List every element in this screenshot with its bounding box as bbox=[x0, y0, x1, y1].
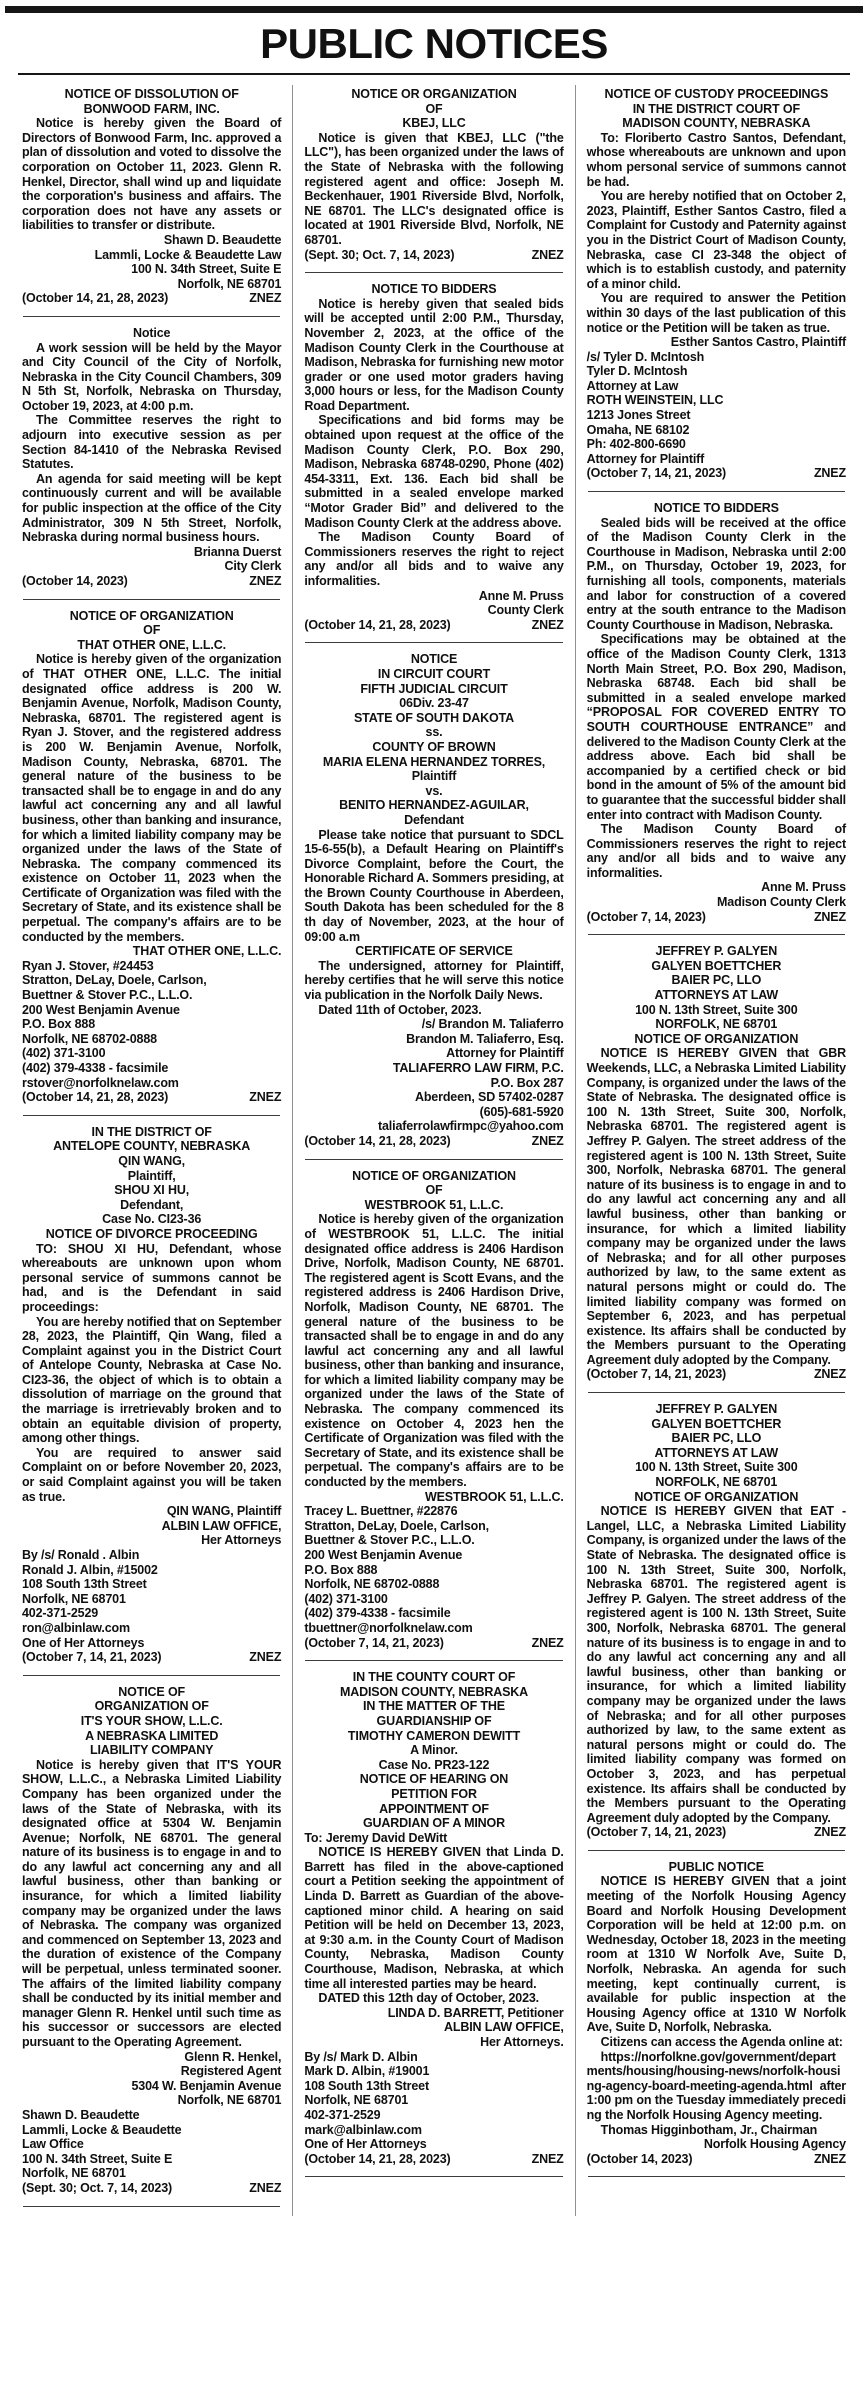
signature-line-right: Esther Santos Castro, Plaintiff bbox=[670, 335, 846, 350]
signature-line-right: Attorney for Plaintiff bbox=[446, 1046, 564, 1061]
signature-line-left: P.O. Box 888 bbox=[304, 1562, 378, 1577]
notice-paragraph: https://norfolkne.gov/government/departments/housing/housing-news/norfolk-housing-agency-board-meeting-agenda.html after 1:00 pm on the Tuesday immediately preceding the Norfolk Housing Agency meeting. bbox=[586, 2049, 846, 2122]
publication-dates: (October 14, 21, 28, 2023) bbox=[304, 1133, 451, 1148]
notice-heading-line: A NEBRASKA LIMITED bbox=[85, 1728, 219, 1743]
notice-heading-line: PETITION FOR bbox=[391, 1786, 477, 1801]
notice-paragraph: DATED this 12th day of October, 2023. bbox=[318, 1991, 539, 2006]
notice-heading-line: GUARDIAN OF A MINOR bbox=[362, 1816, 506, 1831]
signature-line-left: Shawn D. Beaudette bbox=[22, 2107, 140, 2122]
notice-heading-line: NORFOLK, NE 68701 bbox=[655, 1017, 778, 1032]
znez-tag: ZNEZ bbox=[813, 466, 846, 481]
znez-tag: ZNEZ bbox=[249, 2180, 282, 2195]
notice-heading-line: Notice bbox=[133, 325, 171, 340]
notice-paragraph: The Madison County Board of Commissioners reserves the right to reject any and/or all bids and to waive any informalities. bbox=[304, 530, 564, 588]
signature-line-left: 108 South 13th Street bbox=[304, 2078, 429, 2093]
signature-line-left: (402) 379-4338 - facsimile bbox=[304, 1606, 451, 1621]
notice-separator bbox=[23, 2206, 280, 2207]
notice-heading-line: BAIER PC, LLO bbox=[671, 1431, 762, 1446]
publication-footer bbox=[587, 1825, 846, 1840]
signature-line-left: Ph: 402-800-6690 bbox=[586, 437, 686, 452]
notice-paragraph: Citizens can access the Agenda online at: bbox=[600, 2035, 843, 2049]
publication-dates: (October 14, 21, 28, 2023) bbox=[22, 1090, 169, 1105]
signature-line-right: LINDA D. BARRETT, Petitioner bbox=[387, 2005, 564, 2020]
notice-heading-line: OF bbox=[425, 101, 443, 116]
notice-heading-line: vs. bbox=[425, 783, 443, 798]
notice-separator bbox=[23, 1115, 280, 1116]
notice-paragraph: The undersigned, attorney for Plaintiff, hereby certifies that he will serve this notice via publication in the Norfolk Daily News. bbox=[304, 958, 564, 1003]
notice-separator bbox=[305, 1159, 562, 1160]
znez-tag: ZNEZ bbox=[249, 291, 282, 306]
notice-separator bbox=[23, 316, 280, 317]
publication-footer bbox=[587, 910, 846, 925]
signature-line-right: Aberdeen, SD 57402-0287 bbox=[414, 1090, 564, 1105]
notice-separator bbox=[588, 1850, 845, 1851]
notice-heading-line: ANTELOPE COUNTY, NEBRASKA bbox=[53, 1139, 251, 1154]
signature-line-left: 402-371-2529 bbox=[304, 2107, 381, 2122]
znez-tag: ZNEZ bbox=[813, 1367, 846, 1382]
publication-footer bbox=[304, 1636, 563, 1651]
signature-line-left: (402) 371-3100 bbox=[304, 1591, 388, 1606]
signature-line-right: Her Attorneys. bbox=[480, 2035, 564, 2049]
notice-paragraph: Thomas Higginbotham, Jr., Chairman bbox=[600, 2122, 818, 2137]
public-notice bbox=[22, 87, 281, 306]
signature-line-left: tbuettner@norfolknelaw.com bbox=[304, 1620, 473, 1635]
signature-line-right: City Clerk bbox=[224, 559, 282, 574]
signature-line-left: ron@albinlaw.com bbox=[22, 1620, 130, 1635]
signature-line-left: (402) 371-3100 bbox=[22, 1046, 106, 1061]
signature-line-right: /s/ Brandon M. Taliaferro bbox=[421, 1017, 564, 1032]
signature-line-right: TALIAFERRO LAW FIRM, P.C. bbox=[392, 1061, 564, 1075]
signature-line-left: Buettner & Stover P.C., L.L.O. bbox=[22, 988, 193, 1003]
public-notice bbox=[22, 1125, 281, 1665]
publication-dates: (Sept. 30; Oct. 7, 14, 2023) bbox=[22, 2180, 173, 2195]
publication-dates: (October 14, 2023) bbox=[22, 574, 128, 588]
signature-line-right: Norfolk, NE 68701 bbox=[177, 2093, 282, 2108]
notice-paragraph: Notice is hereby given that sealed bids will be accepted until 2:00 P.M., Thursday, November 2, 2023, at the office of the Madison County Clerk in the Courthouse at Madison, Nebraska for furnishing new motor grader or one used motor graders having 3,000 hours or less, for the Madison County Road Department. bbox=[304, 296, 564, 413]
notice-heading-line: ATTORNEYS AT LAW bbox=[654, 1445, 779, 1460]
notice-paragraph: You are hereby notified that on September 28, 2023, the Plaintiff, Qin Wang, filed a Complaint against you in the District Court of Antelope County, Nebraska at Case No. CI23-36, the object of which is to obtain a dissolution of marriage on the ground that the marriage is irretrievably broken and to obtain an equitable division of property, among other things. bbox=[22, 1314, 282, 1446]
public-notice bbox=[587, 501, 846, 924]
signature-line-left: mark@albinlaw.com bbox=[304, 2122, 422, 2137]
public-notice bbox=[22, 326, 281, 589]
signature-line-right: P.O. Box 287 bbox=[490, 1075, 564, 1090]
publication-footer bbox=[22, 2181, 281, 2196]
publication-dates: (October 7, 14, 21, 2023) bbox=[586, 1367, 727, 1382]
notice-heading-line: NOTICE OF ORGANIZATION bbox=[634, 1031, 799, 1046]
notice-paragraph: NOTICE IS HEREBY GIVEN that Linda D. Barrett has filed in the above-captioned court a Petition seeking the appointment of Linda D. Barrett as Guardian of the above-captioned minor child. A hearing on said Petition will be held on December 13, 2023, at 9:30 a.m. in the County Court of Madison County, Nebraska, Madison County Courthouse, Madison, Nebraska, at which time all interested parties may be heard. bbox=[304, 1845, 564, 1991]
public-notice bbox=[587, 87, 846, 481]
signature-line-right: Brandon M. Taliaferro, Esq. bbox=[406, 1031, 564, 1046]
notice-heading-line: TIMOTHY CAMERON DEWITT bbox=[347, 1728, 521, 1743]
signature-line-left: Norfolk, NE 68702-0888 bbox=[22, 1031, 157, 1046]
publication-dates: (October 7, 14, 21, 2023) bbox=[586, 1825, 727, 1840]
notice-paragraph: The Madison County Board of Commissioners reserves the right to reject any and/or all bids and to waive any informalities. bbox=[586, 822, 846, 880]
notice-heading-line: IN THE COUNTY COURT OF bbox=[352, 1670, 516, 1685]
public-notice bbox=[304, 652, 563, 1148]
notice-column-2 bbox=[292, 85, 574, 2216]
notice-column-1 bbox=[20, 85, 292, 2216]
notice-heading-line: NOTICE OF CUSTODY PROCEEDINGS bbox=[604, 87, 829, 101]
notice-heading-line: BONWOOD FARM, INC. bbox=[83, 101, 220, 116]
znez-tag: ZNEZ bbox=[531, 617, 564, 632]
notice-heading-line: Defendant bbox=[404, 812, 464, 827]
public-notice bbox=[587, 1402, 846, 1840]
notice-heading-line: Case No. PR23-122 bbox=[378, 1757, 490, 1772]
notice-heading-line: JEFFREY P. GALYEN bbox=[655, 944, 778, 959]
notice-heading-line: WESTBROOK 51, L.L.C. bbox=[364, 1197, 504, 1212]
signature-line-right: Madison County Clerk bbox=[717, 895, 846, 910]
notice-heading-line: NOTICE TO BIDDERS bbox=[653, 501, 779, 516]
signature-line-left: Tracey L. Buettner, #22876 bbox=[304, 1504, 458, 1519]
publication-footer bbox=[304, 2152, 563, 2167]
notice-heading-line: GALYEN BOETTCHER bbox=[651, 1416, 782, 1431]
notice-heading-line: Case No. CI23-36 bbox=[102, 1212, 202, 1227]
signature-line-right: County Clerk bbox=[487, 603, 564, 618]
notice-heading-line: OF bbox=[143, 623, 161, 638]
notice-separator bbox=[588, 491, 845, 492]
publication-dates: (October 7, 14, 21, 2023) bbox=[586, 466, 727, 481]
notice-paragraph: TO: SHOU XI HU, Defendant, whose whereabouts are unknown upon whom personal service of summons cannot be had, and is the Defendant in said proceedings: bbox=[22, 1241, 282, 1314]
signature-line-left: Norfolk, NE 68701 bbox=[304, 2093, 409, 2108]
public-notice bbox=[22, 1685, 281, 2196]
notice-heading-line: NOTICE OF HEARING ON bbox=[359, 1772, 509, 1787]
notice-heading-line: STATE OF SOUTH DAKOTA bbox=[353, 710, 515, 725]
publication-footer bbox=[587, 2152, 846, 2167]
signature-line-left: 1213 Jones Street bbox=[586, 408, 691, 423]
public-notice bbox=[304, 87, 563, 262]
publication-footer bbox=[587, 1367, 846, 1382]
signature-line-right: ALBIN LAW OFFICE, bbox=[161, 1518, 282, 1533]
znez-tag: ZNEZ bbox=[249, 574, 282, 588]
signature-line-left: By /s/ Ronald . Albin bbox=[22, 1548, 140, 1562]
notice-heading-line: COUNTY OF BROWN bbox=[372, 739, 496, 754]
notice-heading-line: JEFFREY P. GALYEN bbox=[655, 1402, 778, 1417]
signature-line-right: ALBIN LAW OFFICE, bbox=[443, 2020, 564, 2035]
signature-line-left: Stratton, DeLay, Doele, Carlson, bbox=[304, 1518, 489, 1533]
notice-heading-line: LIABILITY COMPANY bbox=[89, 1743, 214, 1758]
notice-heading-line: APPOINTMENT OF bbox=[379, 1801, 489, 1816]
notice-separator bbox=[305, 2176, 562, 2177]
notice-heading-line: NOTICE OF ORGANIZATION bbox=[69, 608, 234, 623]
notice-heading-line: SHOU XI HU, bbox=[114, 1183, 190, 1198]
signature-line-left: One of Her Attorneys bbox=[304, 2137, 427, 2152]
signature-line-left: One of Her Attorneys bbox=[22, 1635, 145, 1650]
signature-line-right: Norfolk Housing Agency bbox=[703, 2137, 846, 2152]
signature-line-left: Mark D. Albin, #19001 bbox=[304, 2064, 430, 2079]
signature-line-left: P.O. Box 888 bbox=[22, 1017, 96, 1032]
notice-heading-line: GALYEN BOETTCHER bbox=[651, 958, 782, 973]
signature-line-left: By /s/ Mark D. Albin bbox=[304, 2049, 418, 2064]
signature-line-right: (605)-681-5920 bbox=[479, 1104, 564, 1119]
znez-tag: ZNEZ bbox=[531, 1133, 564, 1148]
signature-line-left: 402-371-2529 bbox=[22, 1606, 99, 1621]
notice-heading-line: IN THE MATTER OF THE bbox=[363, 1699, 505, 1714]
notice-heading-line: ATTORNEYS AT LAW bbox=[654, 988, 779, 1003]
publication-dates: (Sept. 30; Oct. 7, 14, 2023) bbox=[304, 247, 455, 262]
publication-dates: (October 7, 14, 21, 2023) bbox=[304, 1635, 444, 1650]
notice-heading-line: GUARDIANSHIP OF bbox=[376, 1713, 492, 1728]
publication-dates: (October 7, 14, 2023) bbox=[586, 909, 706, 924]
znez-tag: ZNEZ bbox=[813, 2151, 846, 2166]
notice-separator bbox=[588, 2176, 845, 2177]
notice-paragraph: You are required to answer said Complaint on or before November 20, 2023, or said Complaint against you will be taken as true. bbox=[22, 1445, 282, 1504]
notice-separator bbox=[23, 599, 280, 600]
notice-columns bbox=[0, 75, 868, 2226]
notice-paragraph: NOTICE IS HEREBY GIVEN that EAT - Langel, LLC, a Nebraska Limited Liability Company, is organized under the laws of the State of Nebraska. The designated office is 100 N. 13th Street, Suite 300, Norfolk, Nebraska 68701. The registered agent is Jeffrey P. Galyen. The street address of the registered agent is 100 N. 13th Street, Suite 300, Norfolk, Nebraska 68701. The general nature of its business is to engage in and to do any lawful act concerning any and all lawful business, other than banking or insurance, for which a limited liability company may be organized under the laws of Nebraska; and for all other purposes authorized by law, to the same extent as natural persons might or could do. The limited liability company was formed on October 3, 2023, and has perpetual existence. Its affairs shall be conducted by the Members pursuant to the Operating Agreement duly adopted by the Company. bbox=[586, 1504, 846, 1825]
publication-footer bbox=[22, 291, 281, 306]
notice-heading-line: QIN WANG, bbox=[118, 1153, 186, 1168]
signature-line-right: Anne M. Pruss bbox=[478, 588, 564, 603]
notice-heading-line: 06Div. 23-47 bbox=[399, 696, 469, 711]
signature-line-left: Ryan J. Stover, #24453 bbox=[22, 958, 154, 973]
notice-heading-line: NORFOLK, NE 68701 bbox=[655, 1475, 778, 1490]
notice-heading-line: IN CIRCUIT COURT bbox=[377, 666, 491, 681]
notice-heading-line: IT'S YOUR SHOW, L.L.C. bbox=[80, 1713, 223, 1728]
signature-line-left: Norfolk, NE 68701 bbox=[22, 2166, 126, 2181]
signature-line-right: Norfolk, NE 68701 bbox=[177, 276, 282, 291]
publication-footer bbox=[304, 1134, 563, 1149]
signature-line-right: 5304 W. Benjamin Avenue bbox=[131, 2078, 282, 2093]
signature-line-left: Buettner & Stover P.C., L.L.O. bbox=[304, 1533, 475, 1548]
notice-heading-line: IN THE DISTRICT OF bbox=[91, 1124, 212, 1139]
notice-paragraph: The Committee reserves the right to adjourn into executive session as per Section 84-1410 of the Nebraska Revised Statutes. bbox=[22, 413, 282, 472]
znez-tag: ZNEZ bbox=[813, 1825, 846, 1840]
signature-line-left: rstover@norfolknelaw.com bbox=[22, 1075, 179, 1090]
signature-line-left: Law Office bbox=[22, 2137, 84, 2152]
notice-heading-line: ORGANIZATION OF bbox=[94, 1699, 209, 1714]
signature-line-right: Anne M. Pruss bbox=[761, 880, 846, 895]
signature-line-right: QIN WANG, Plaintiff bbox=[166, 1504, 282, 1519]
notice-heading-line: MADISON COUNTY, NEBRASKA bbox=[339, 1684, 529, 1699]
notice-paragraph: Please take notice that pursuant to SDCL 15-6-55(b), a Default Hearing on Plaintiff's Divorce Complaint, before the Court, the Honorable Richard A. Sommers presiding, at the Brown County Courthouse in Aberdeen, South Dakota has been scheduled for the 8 th day of November, 2023, at the hour of 09:00 a.m bbox=[304, 827, 564, 944]
publication-dates: (October 14, 21, 28, 2023) bbox=[304, 617, 451, 632]
signature-line-right: 100 N. 34th Street, Suite E bbox=[131, 262, 282, 277]
signature-line-right: Her Attorneys bbox=[201, 1533, 282, 1548]
signature-line-left: 108 South 13th Street bbox=[22, 1577, 147, 1592]
publication-footer bbox=[22, 1090, 281, 1105]
signature-line-left: To: Jeremy David DeWitt bbox=[304, 1830, 448, 1845]
notice-paragraph: Notice is hereby given of the organization of WESTBROOK 51, L.L.C. The initial designated office address is 2406 Hardison Drive, Norfolk, Madison County, NE 68701. The registered agent is Scott Evans, and the registered address is 2406 Hardison Drive, Norfolk, Madison County, NE 68701. The general nature of the business to be transacted shall be to engage in and do any lawful act concerning any and all lawful business, other than banking and insurance, for which a limited liability company may be organized under the laws of the State of Nebraska. The company commenced its existence on October 4, 2023 hen the Certificate of Organization was filed with the Secretary of State, and its existence shall be perpetual. The company's affairs are to be conducted by the members. bbox=[304, 1212, 564, 1490]
notice-paragraph: To: Floriberto Castro Santos, Defendant, whose whereabouts are unknown and upon whom personal service of summons cannot be had. bbox=[586, 130, 846, 189]
signature-line-left: ROTH WEINSTEIN, LLC bbox=[586, 393, 724, 408]
notice-heading-line: PUBLIC NOTICE bbox=[668, 1859, 764, 1874]
notice-paragraph: Notice is hereby given the Board of Directors of Bonwood Farm, Inc. approved a plan of dissolution and voted to dissolve the corporation on October 11, 2023. Glenn R. Henkel, Director, shall wind up and liquidate the corporation's business and affairs. The corporation does not have any assets or liabilities to transfer or distribute. bbox=[22, 116, 282, 233]
notice-separator bbox=[305, 1660, 562, 1661]
notice-paragraph: You are required to answer the Petition within 30 days of the last publication of this notice or the Petition will be taken as true. bbox=[586, 291, 846, 335]
header-top-rule bbox=[5, 6, 863, 13]
publication-footer bbox=[304, 618, 563, 633]
signature-line-left: Ronald J. Albin, #15002 bbox=[22, 1562, 158, 1577]
notice-heading-line: NOTICE OF ORGANIZATION bbox=[634, 1489, 799, 1504]
notice-paragraph: Specifications may be obtained at the office of the Madison County Clerk, 1313 North Main Street, P.O. Box 290, Madison, Nebraska 68748. Each bid shall be submitted in a sealed envelope marked “PROPOSAL FOR COVERED ENTRY TO SOUTH COURTHOUSE ENTRANCE” and delivered to the Madison County Clerk at the address above. Each bid shall be accompanied by a certified check or bid bond in the amount of 5% of the amount bid to guarantee that the successful bidder shall enter into contract with Madison County. bbox=[586, 632, 846, 822]
notice-heading-line: NOTICE OF bbox=[118, 1684, 186, 1699]
signature-line-left: Attorney at Law bbox=[586, 378, 679, 393]
notice-heading-line: Plaintiff, bbox=[127, 1168, 176, 1183]
publication-footer bbox=[304, 248, 563, 263]
signature-line-right: taliaferrolawfirmpc@yahoo.com bbox=[377, 1119, 564, 1134]
notice-paragraph: Dated 11th of October, 2023. bbox=[318, 1002, 482, 1017]
notice-heading-line: IN THE DISTRICT COURT OF bbox=[632, 101, 800, 116]
notice-separator bbox=[588, 1392, 845, 1393]
notice-heading-line: Defendant, bbox=[120, 1197, 184, 1212]
signature-line-right: THAT OTHER ONE, L.L.C. bbox=[132, 944, 282, 959]
signature-line-left: Attorney for Plaintiff bbox=[586, 451, 705, 466]
znez-tag: ZNEZ bbox=[531, 2151, 564, 2166]
signature-line-left: Norfolk, NE 68701 bbox=[22, 1591, 126, 1606]
publication-dates: (October 14, 21, 28, 2023) bbox=[22, 291, 169, 306]
publication-dates: (October 7, 14, 21, 2023) bbox=[22, 1650, 162, 1665]
publication-footer bbox=[22, 1650, 281, 1665]
signature-line-left: 200 West Benjamin Avenue bbox=[304, 1548, 463, 1562]
public-notice bbox=[304, 1670, 563, 2166]
notice-paragraph: An agenda for said meeting will be kept continuously current and will be available for public inspection at the office of the City Administrator, 309 N 5th Street, Norfolk, Nebraska during normal business hours. bbox=[22, 471, 282, 545]
notice-paragraph: NOTICE IS HEREBY GIVEN that a joint meeting of the Norfolk Housing Agency Board and Norfolk Housing Development Corporation will be held at 12:00 p.m. on Wednesday, October 18, 2023 in the meeting room at 1310 W Norfolk Ave, Suite D, Norfolk, Nebraska. An agenda for such meeting, kept continually current, is available for public inspection at the Housing Agency office at 1310 W Norfolk Ave, Suite D, Norfolk, Nebraska. bbox=[586, 1874, 846, 2035]
signature-line-left: Norfolk, NE 68702-0888 bbox=[304, 1577, 440, 1592]
public-notice bbox=[587, 1860, 846, 2166]
page-header bbox=[0, 0, 868, 75]
notice-heading-line: THAT OTHER ONE, L.L.C. bbox=[77, 637, 226, 652]
znez-tag: ZNEZ bbox=[249, 1650, 282, 1665]
signature-line-right: WESTBROOK 51, L.L.C. bbox=[424, 1489, 564, 1504]
notice-heading-line: NOTICE bbox=[410, 652, 458, 667]
notice-heading-line: NOTICE OF DIVORCE PROCEEDING bbox=[45, 1226, 258, 1241]
notice-column-3 bbox=[575, 85, 848, 2216]
public-notice bbox=[22, 609, 281, 1105]
notice-paragraph: A work session will be held by the Mayor and City Council of the City of Norfolk, Nebraska in the City Council Chambers, 309 N 5th St, Norfolk, Nebraska on Thursday, October 19, 2023, at 4:00 p.m. bbox=[22, 340, 282, 413]
signature-line-left: 200 West Benjamin Avenue bbox=[22, 1002, 180, 1017]
public-notice bbox=[304, 1169, 563, 1651]
notice-paragraph: NOTICE IS HEREBY GIVEN that GBR Weekends, LLC, a Nebraska Limited Liability Company, is organized under the laws of the State of Nebraska. The designated office is 100 N. 13th Street, Suite 300, Norfolk, Nebraska 68701. The registered agent is Jeffrey P. Galyen. The street address of the registered agent is 100 N. 13th Street, Suite 300, Norfolk, Nebraska 68701. The general nature of its business is to engage in and to do any lawful act concerning any and all lawful business, other than banking or insurance, for which a limited liability company may be organized under the laws of Nebraska; and for all other purposes authorized by law, to the same extent as natural persons might or could do. The limited liability company was formed on September 6, 2023, and has perpetual existence. Its affairs shall be conducted by the Members pursuant to the Operating Agreement duly adopted by the Company. bbox=[586, 1046, 846, 1367]
signature-line-right: Glenn R. Henkel, bbox=[184, 2049, 282, 2064]
notice-heading-line: KBEJ, LLC bbox=[402, 116, 466, 131]
znez-tag: ZNEZ bbox=[813, 909, 846, 924]
publication-dates: (October 14, 2023) bbox=[586, 2151, 693, 2166]
notice-paragraph: Sealed bids will be received at the office of the Madison County Clerk in the Courthouse in Madison, Nebraska until 2:00 P.M., on Thursday, October 19, 2023, for furnishing all tools, components, materials and labor for construction of a covered entry at the south entrance to the Madison County Courthouse in Madison, Nebraska. bbox=[586, 515, 846, 632]
page-title: PUBLIC NOTICES bbox=[260, 20, 608, 67]
notice-heading-line: BAIER PC, LLO bbox=[671, 973, 762, 988]
notice-heading-line: NOTICE OF ORGANIZATION bbox=[352, 1168, 516, 1183]
notice-heading-line: NOTICE OR ORGANIZATION bbox=[351, 87, 517, 101]
signature-line-left: (402) 379-4338 - facsimile bbox=[22, 1061, 169, 1075]
notice-heading-line: A Minor. bbox=[410, 1743, 458, 1758]
signature-line-right: Lammli, Locke & Beaudette Law bbox=[94, 247, 282, 262]
signature-line-left: Stratton, DeLay, Doele, Carlson, bbox=[22, 973, 207, 988]
notice-separator bbox=[305, 642, 562, 643]
znez-tag: ZNEZ bbox=[531, 1635, 564, 1650]
notice-paragraph: Notice is hereby given of the organization of THAT OTHER ONE, L.L.C. The initial designated office address is 200 W. Benjamin Avenue, Norfolk, Madison County, Nebraska, 68701. The registered agent is Ryan J. Stover, and the registered address is 200 W. Benjamin Avenue, Norfolk, Madison County, Nebraska, 68701. The general nature of the business to be transacted shall be to engage in and do any lawful act concerning any and all lawful business, other than banking and insurance, for which a limited liability company may be organized under the laws of the State of Nebraska. The company commenced its existence on October 11, 2023 when the Certificate of Organization was filed with the Secretary of State, and its existence shall be perpetual. The company's affairs are to be conducted by the members. bbox=[22, 652, 282, 944]
notice-heading-line: ss. bbox=[425, 725, 443, 740]
notice-paragraph: Specifications and bid forms may be obtained upon request at the office of the Madison County Clerk, P.O. Box 290, Madison, Nebraska 68748-0290, Phone (402) 454-3311, Ext. 136. Each bid shall be submitted in a sealed envelope marked “Motor Grader Bid” and delivered to the Madison County Clerk at the address above. bbox=[304, 413, 564, 530]
notice-heading-line: BENITO HERNANDEZ-AGUILAR, bbox=[339, 798, 529, 813]
publication-dates: (October 14, 21, 28, 2023) bbox=[304, 2151, 451, 2166]
signature-line-left: /s/ Tyler D. McIntosh bbox=[586, 349, 705, 364]
notice-heading-line: 100 N. 13th Street, Suite 300 bbox=[635, 1002, 798, 1017]
signature-line-left: 100 N. 34th Street, Suite E bbox=[22, 2151, 173, 2166]
notice-heading-line: NOTICE TO BIDDERS bbox=[371, 282, 497, 297]
public-notice bbox=[304, 282, 563, 632]
znez-tag: ZNEZ bbox=[249, 1090, 282, 1105]
public-notice bbox=[587, 944, 846, 1382]
notice-heading-line: Plaintiff bbox=[411, 769, 457, 784]
signature-line-right: Brianna Duerst bbox=[193, 544, 282, 559]
notice-paragraph: You are hereby notified that on October 2, 2023, Plaintiff, Esther Santos Castro, filed a Complaint for Custody and Paternity against you in the District Court of Madison County, Nebraska, case CI 23-348 the object of which is to establish custody, and paternity of a minor child. bbox=[586, 189, 846, 291]
publication-footer bbox=[587, 466, 846, 481]
notice-separator bbox=[588, 934, 845, 935]
signature-line-left: Lammli, Locke & Beaudette bbox=[22, 2122, 182, 2137]
signature-line-left: Tyler D. McIntosh bbox=[586, 364, 688, 379]
signature-line-left: Omaha, NE 68102 bbox=[586, 422, 690, 437]
notice-heading-line: CERTIFICATE OF SERVICE bbox=[355, 944, 513, 959]
notice-heading-line: MARIA ELENA HERNANDEZ TORRES, bbox=[322, 754, 546, 769]
znez-tag: ZNEZ bbox=[531, 247, 564, 262]
notice-heading-line: NOTICE OF DISSOLUTION OF bbox=[64, 87, 239, 101]
notice-heading-line: MADISON COUNTY, NEBRASKA bbox=[622, 116, 811, 131]
notice-paragraph: Notice is hereby given that IT'S YOUR SHOW, L.L.C., a Nebraska Limited Liability Company has been organized under the laws of the State of Nebraska, with its designated office at 5304 W. Benjamin Avenue; Norfolk, NE 68701. The general nature of its business is to engage in and to do any lawful act concerning any and all lawful business, other than banking or insurance, for which a limited liability company may be organized under the laws of Nebraska. The company was organized and commenced on September 13, 2023 and the duration of existence of the Company will be perpetual, unless terminated sooner. The affairs of the limited liability company shall be conducted by its initial member and manager Glenn R. Henkel until such time as his successor or successors are elected pursuant to the Operating Agreement. bbox=[22, 1757, 282, 2049]
notice-separator bbox=[23, 1675, 280, 1676]
signature-line-right: Shawn D. Beaudette bbox=[163, 232, 282, 247]
notice-paragraph: Notice is given that KBEJ, LLC ("the LLC"), has been organized under the laws of the State of Nebraska with the following registered agent and office: Joseph M. Beckenhauer, 1901 Riverside Blvd, Norfolk, NE 68701. The LLC's designated office is located at 1901 Riverside Blvd, Norfolk, NE 68701. bbox=[304, 130, 564, 247]
notice-heading-line: FIFTH JUDICIAL CIRCUIT bbox=[360, 681, 508, 696]
signature-line-right: Registered Agent bbox=[180, 2064, 282, 2079]
publication-footer bbox=[22, 574, 281, 589]
notice-heading-line: 100 N. 13th Street, Suite 300 bbox=[635, 1460, 798, 1475]
notice-separator bbox=[305, 272, 562, 273]
notice-heading-line: OF bbox=[425, 1183, 443, 1198]
